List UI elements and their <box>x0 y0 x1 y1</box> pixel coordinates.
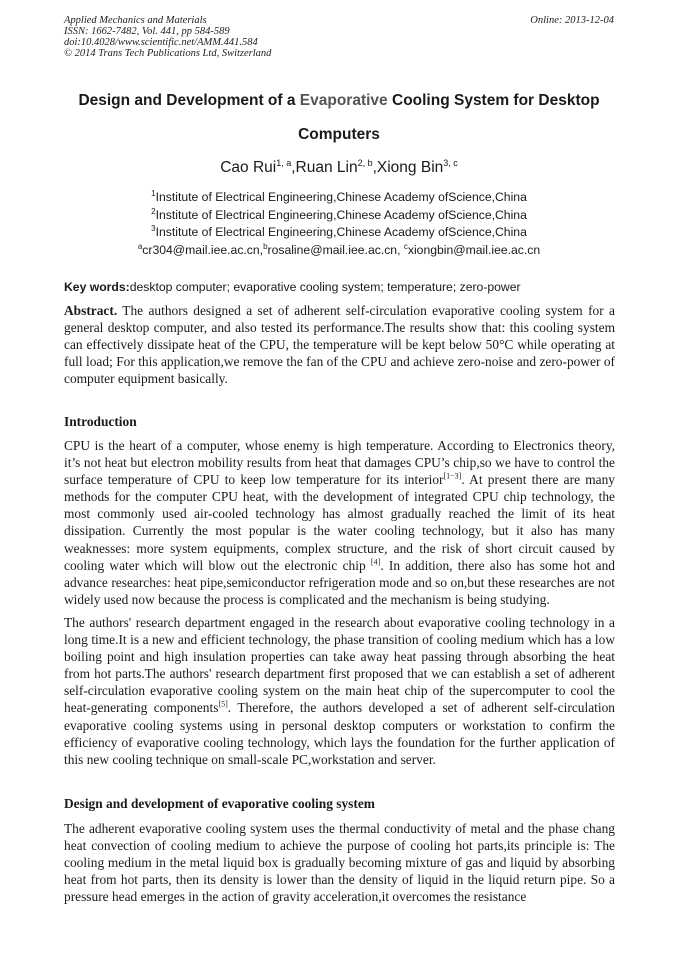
intro-p2-text-b: . Therefore, the authors developed a set of adherent self-circulation evaporative cooling systems using in personal desktop computers or workstation to confirm the efficiency of evaporative cooling technology, which lays the foundation for the further application of this new cooling technique on small-scale PC,workstation and server. <box>64 700 615 767</box>
affiliation-3-text: Institute of Electrical Engineering,Chinese Academy ofScience,China <box>155 225 527 240</box>
intro-p1-text-a: CPU is the heart of a computer, whose enemy is high temperature. According to Electronics theory, it’s not heat but electron mobility results from heat that damages CPU’s chip,so we have to control the surface temperature of CPU to keep low temperature for its interior <box>64 438 615 488</box>
affiliation-2-num: 2 <box>151 207 156 216</box>
email-a-sup: a <box>137 242 143 251</box>
keywords-label: Key words: <box>64 280 130 294</box>
introduction-paragraph-2 <box>64 614 615 768</box>
email-c-sup: c <box>403 242 408 251</box>
affiliation-1-num: 1 <box>151 189 156 198</box>
email-b-sup: b <box>263 242 268 251</box>
author-3-sup: 3, c <box>443 158 458 168</box>
email-1: cr304@mail.iee.ac.cn, <box>142 243 264 258</box>
author-2: ,Ruan Lin <box>291 159 358 177</box>
doi-line: doi:10.4028/www.scientific.net/AMM.441.584 <box>64 37 258 48</box>
abstract-text: The authors designed a set of adherent self-circulation evaporative cooling system for a general desktop computer, and also tested its performance.The results show that: this cooling system can effectively dissipate heat of the CPU, the temperature will be kept below 50°C while operating at full load; For this application,we remove the fan of the CPU and achieve zero-noise and zero-power of computer equipment basically. <box>64 303 615 387</box>
design-paragraph-1: The adherent evaporative cooling system uses the thermal conductivity of metal and the phase chang heat convection of cooling medium to achieve the purpose of cooling hot parts,its principle is: The cooling medium in the metal liquid box is gradually becoming mixture of gas and liquid by absorbing heat from hot parts, then its density is lower than the density of liquid in the liquid return pipe. So a pressure head emerges in the action of gravity acceleration,it overcomes the resistance <box>64 821 615 905</box>
citation-4: [4] <box>370 557 381 567</box>
intro-p2-text-a: The authors' research department engaged in the research about evaporative cooling technology in a long time.It is a new and efficient technology, the phase transition of cooling medium which has a low boiling point and high insulation properties can take away heat passing through absorbing the heat from hot parts.The authors' research department first proposed that we can establish a set of adherent self-circulation evaporative cooling system on the main heat chip of the supercomputer to cool the heat-generating components <box>64 615 615 716</box>
email-line <box>0 242 678 257</box>
copyright-line: © 2014 Trans Tech Publications Ltd, Switzerland <box>64 48 272 59</box>
author-list <box>0 158 678 177</box>
affiliation-1-text: Institute of Electrical Engineering,Chinese Academy ofScience,China <box>155 190 527 205</box>
affiliation-3 <box>0 224 678 239</box>
title-part2: Cooling System for Desktop <box>387 92 600 109</box>
author-1: Cao Rui <box>220 159 277 177</box>
keywords-text: desktop computer; evaporative cooling system; temperature; zero-power <box>129 280 521 294</box>
email-3: xiongbin@mail.iee.ac.cn <box>407 243 541 258</box>
paper-title <box>40 92 638 110</box>
design-heading: Design and development of evaporative cooling system <box>64 796 375 811</box>
citation-1-3: [1−3] <box>443 471 462 481</box>
author-3: ,Xiong Bin <box>372 159 444 177</box>
journal-name: Applied Mechanics and Materials <box>64 15 207 26</box>
issn-line: ISSN: 1662-7482, Vol. 441, pp 584-589 <box>64 26 230 37</box>
affiliation-3-num: 3 <box>151 224 156 233</box>
email-2: rosaline@mail.iee.ac.cn, <box>267 243 404 258</box>
abstract-label: Abstract. <box>64 303 118 318</box>
paper-title-line2: Computers <box>298 126 380 143</box>
journal-meta <box>64 15 271 59</box>
abstract <box>64 302 615 387</box>
introduction-heading: Introduction <box>64 414 137 429</box>
keywords <box>64 280 521 294</box>
title-highlight: Evaporative <box>299 92 388 109</box>
affiliation-1 <box>0 189 678 204</box>
citation-5: [5] <box>218 700 228 709</box>
introduction-paragraph-1 <box>64 437 615 608</box>
intro-p1-text-b: . At present there are many methods for the computer CPU heat, with the development of integrated CPU chip technology, the most commonly used air-cooled technology has almost gradually reached the limit of its heat dissipation. Currently the most popular is the water cooling technology, but it also has many weaknesses: more system equipments, complex structure, and the risk of short circuit caused by cooling water which will blow out the electronic chip <box>64 472 615 573</box>
title-part1: Design and Development of a <box>78 92 300 109</box>
author-1-sup: 1, a <box>276 158 292 168</box>
affiliation-2 <box>0 207 678 222</box>
online-date: Online: 2013-12-04 <box>530 15 614 26</box>
affiliation-2-text: Institute of Electrical Engineering,Chinese Academy ofScience,China <box>155 208 527 223</box>
author-2-sup: 2, b <box>357 158 373 168</box>
intro-p1-text-c: . In addition, there also has some hot and advance researches: heat pipe,semiconductor refrigeration mode and so on,but these researches are not widely used now because the process is complicated and the mechanism is being studying. <box>64 557 615 607</box>
